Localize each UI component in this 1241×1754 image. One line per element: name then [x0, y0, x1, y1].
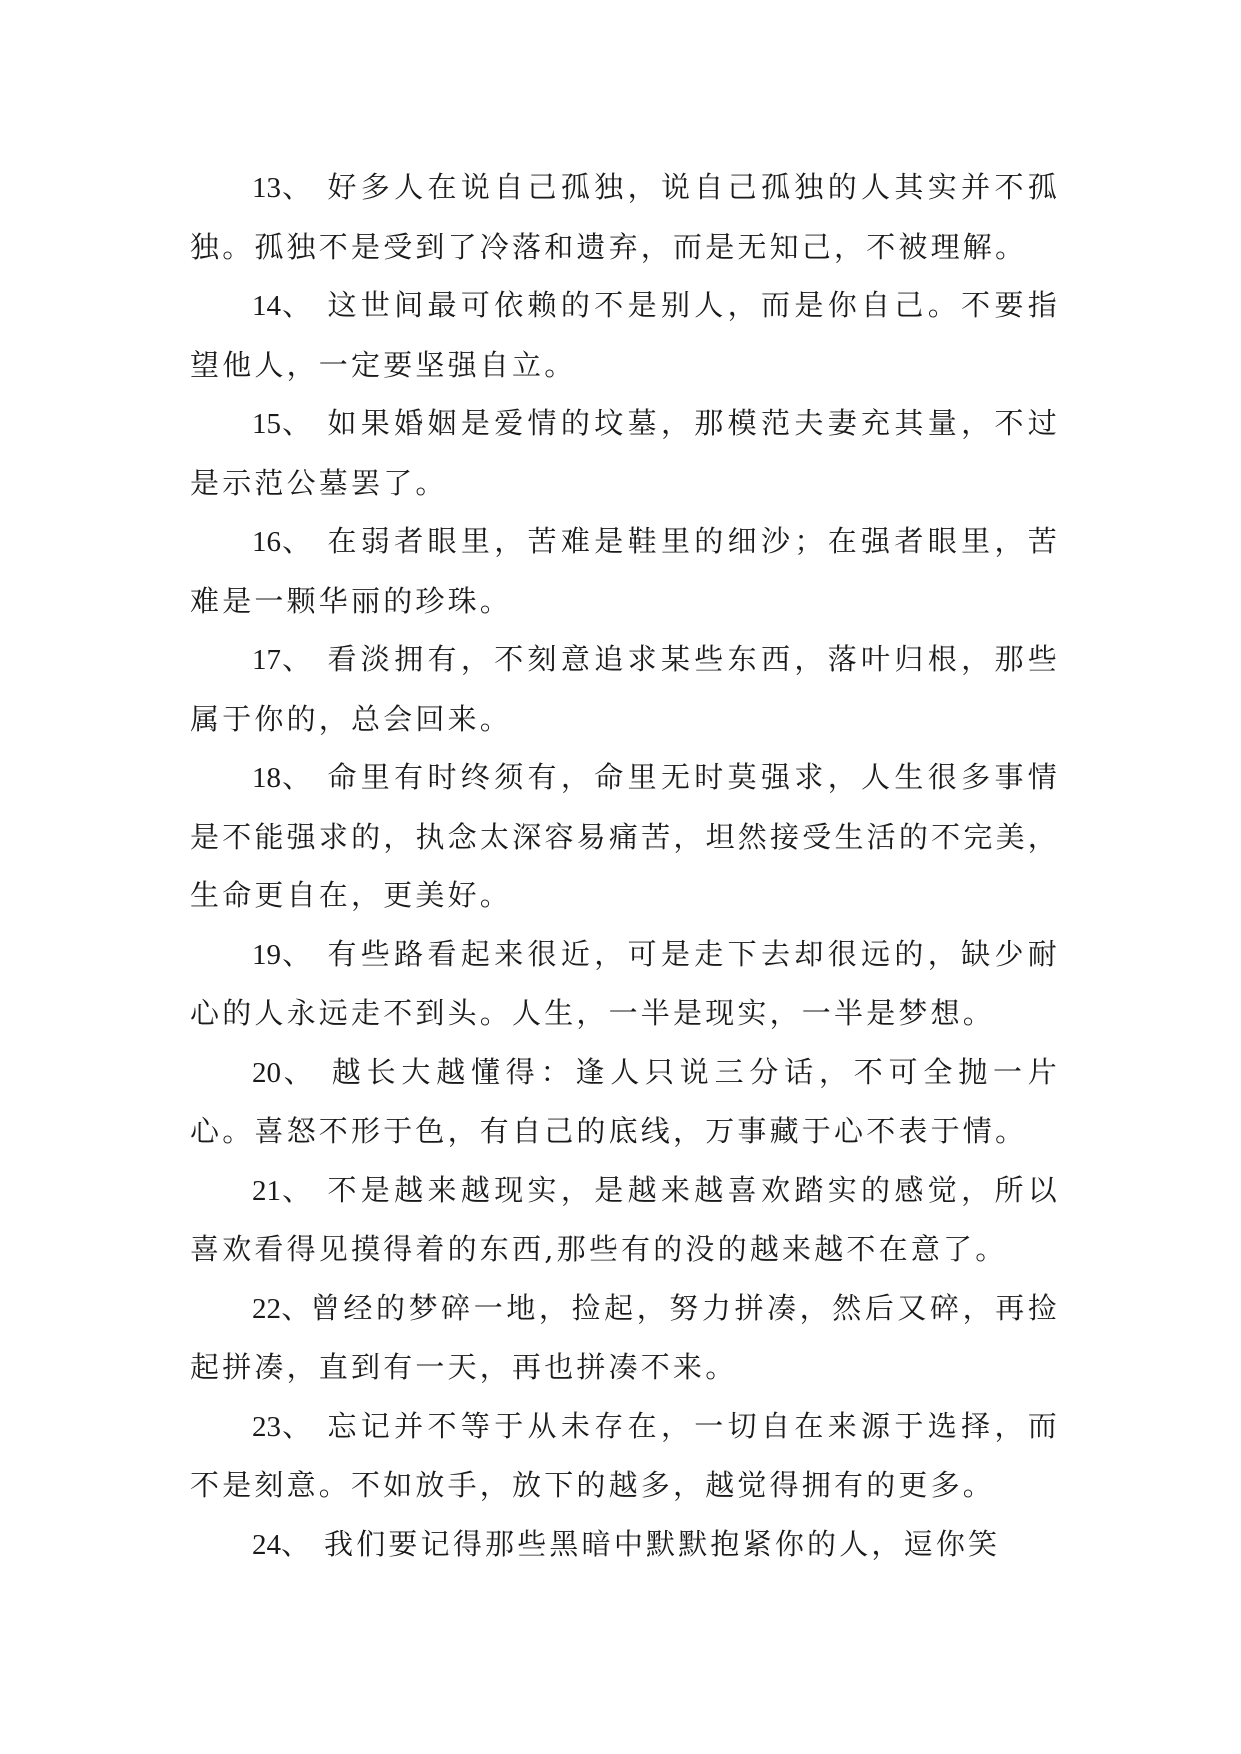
item-number: 19、 [252, 938, 313, 971]
paragraph-text: 忘记并不等于从未存在，一切自在来源于选择，而不是刻意。不如放手，放下的越多，越觉得拥有的更多。 [190, 1408, 1060, 1502]
paragraph-17 [190, 630, 1060, 748]
item-number: 15、 [252, 408, 313, 440]
paragraph-text: 看淡拥有，不刻意追求某些东西，落叶归根，那些属于你的，总会回来。 [190, 642, 1060, 736]
item-number: 17、 [252, 644, 313, 676]
item-number: 16、 [252, 526, 313, 558]
paragraph-21 [190, 1161, 1060, 1279]
paragraph-text: 我们要记得那些黑暗中默默抱紧你的人，逗你笑 [324, 1526, 1001, 1561]
item-number: 24、 [252, 1528, 311, 1561]
paragraph-text: 曾经的梦碎一地，捡起，努力拼凑，然后又碎，再捡起拼凑，直到有一天，再也拼凑不来。 [190, 1290, 1060, 1384]
paragraph-20 [190, 1043, 1060, 1161]
paragraph-text: 这世间最可依赖的不是别人，而是你自己。不要指望他人，一定要坚强自立。 [190, 288, 1060, 382]
item-number: 20、 [252, 1056, 316, 1089]
item-number: 13、 [252, 172, 313, 204]
paragraph-text: 如果婚姻是爱情的坟墓，那模范夫妻充其量，不过是示范公墓罢了。 [190, 406, 1060, 500]
paragraph-text: 好多人在说自己孤独，说自己孤独的人其实并不孤独。孤独不是受到了冷落和遗弃，而是无知己，不被理解。 [190, 170, 1060, 264]
paragraph-13 [190, 158, 1060, 276]
paragraph-text: 命里有时终须有，命里无时莫强求，人生很多事情是不能强求的，执念太深容易痛苦，坦然接受生活的不完美，生命更自在，更美好。 [190, 760, 1060, 912]
item-number: 14、 [252, 290, 313, 322]
document-body [190, 158, 1060, 1574]
paragraph-text: 不是越来越现实，是越来越喜欢踏实的感觉，所以喜欢看得见摸得着的东西,那些有的没的越来越不在意了。 [190, 1172, 1060, 1266]
paragraph-24 [190, 1515, 1060, 1575]
item-number: 23、 [252, 1410, 313, 1443]
paragraph-15 [190, 394, 1060, 512]
paragraph-text: 有些路看起来很近，可是走下去却很远的，缺少耐心的人永远走不到头。人生，一半是现实，一半是梦想。 [190, 936, 1060, 1030]
paragraph-22 [190, 1279, 1060, 1397]
paragraph-14 [190, 276, 1060, 394]
paragraph-text: 越长大越懂得：逢人只说三分话，不可全抛一片心。喜怒不形于色，有自己的底线，万事藏于心不表于情。 [190, 1054, 1060, 1148]
paragraph-23 [190, 1397, 1060, 1515]
item-number: 21、 [252, 1174, 313, 1207]
paragraph-16 [190, 512, 1060, 630]
paragraph-19 [190, 925, 1060, 1043]
item-number: 22、 [252, 1292, 311, 1325]
paragraph-18 [190, 748, 1060, 925]
paragraph-text: 在弱者眼里，苦难是鞋里的细沙；在强者眼里，苦难是一颗华丽的珍珠。 [190, 524, 1060, 618]
item-number: 18、 [252, 762, 313, 794]
